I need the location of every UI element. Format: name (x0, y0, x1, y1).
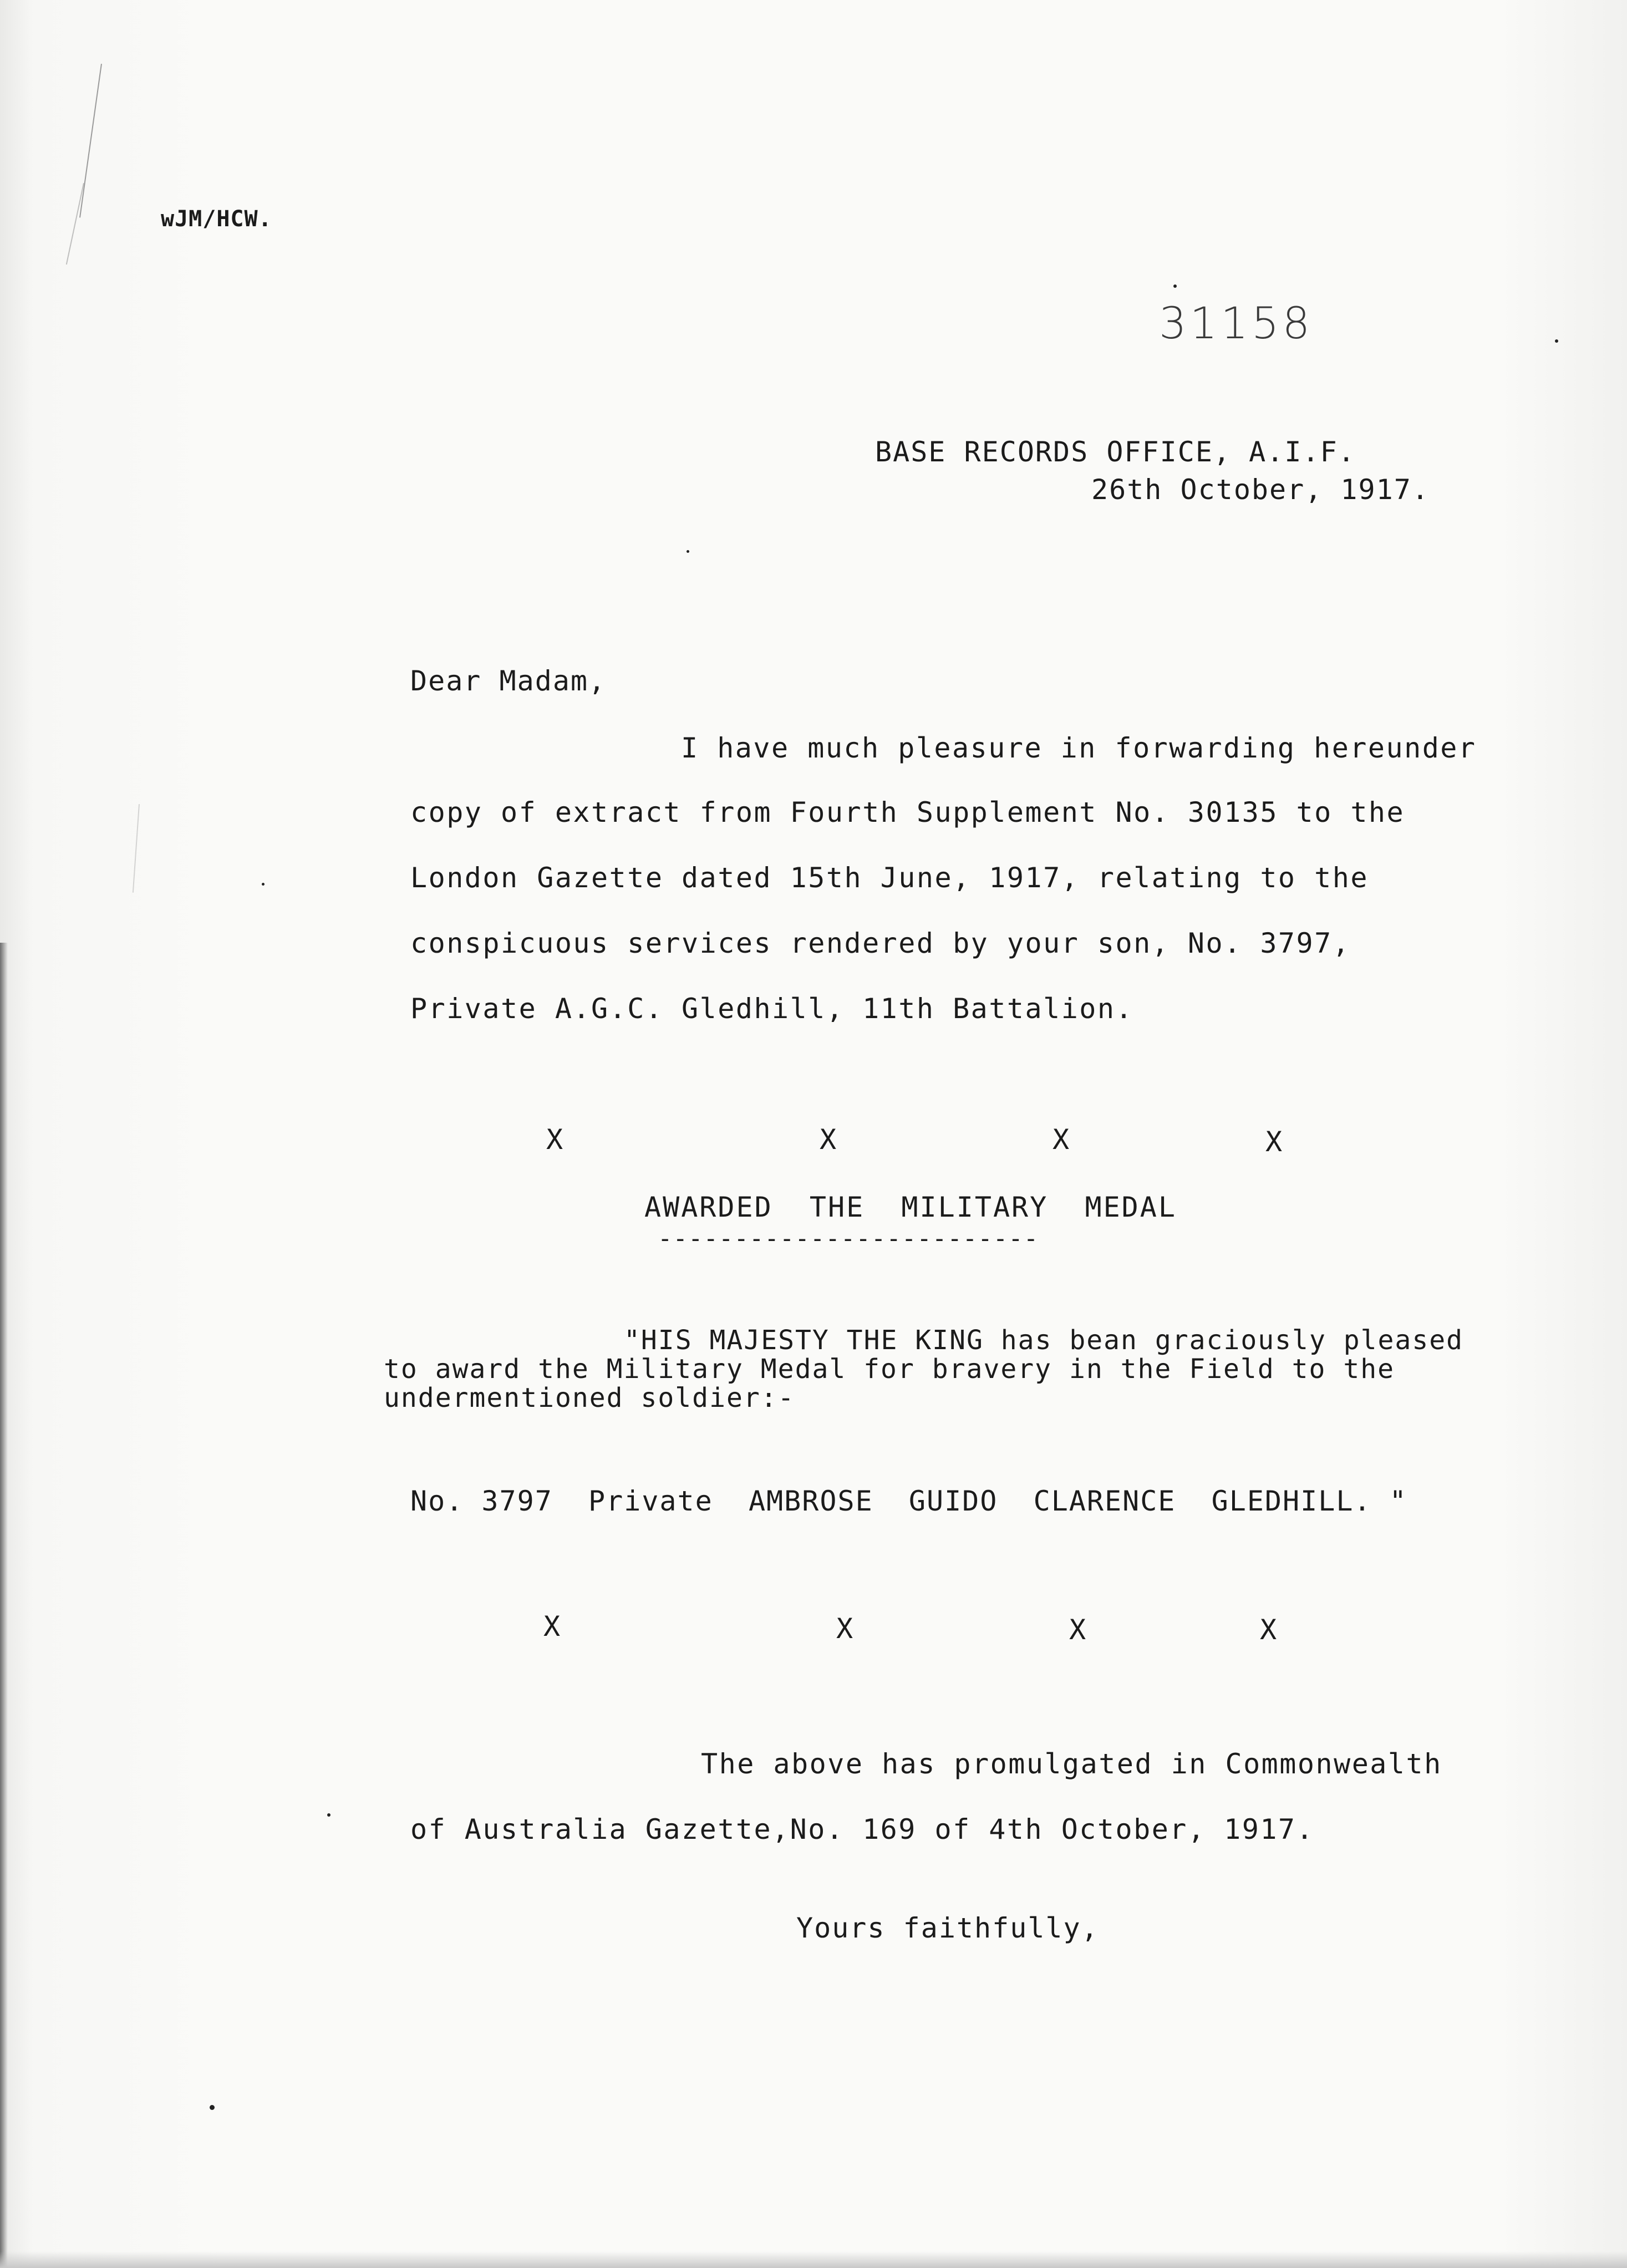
separator-x-mark: X (836, 1613, 855, 1645)
scan-speck (262, 883, 265, 886)
reference-initials: wJM/HCW. (161, 206, 272, 232)
file-number-stamp: 31158 (1159, 299, 1314, 349)
page-bottom-shadow (0, 2251, 1627, 2268)
separator-x-mark: X (1260, 1614, 1278, 1646)
citation-line: "HIS MAJESTY THE KING has bean graciously pleased (624, 1325, 1464, 1356)
separator-x-mark: X (820, 1123, 838, 1156)
separator-x-mark: X (543, 1610, 562, 1642)
paragraph1-line: conspicuous services rendered by your son, No. 3797, (410, 927, 1351, 959)
paragraph2-line: of Australia Gazette,No. 169 of 4th October, 1917. (410, 1813, 1315, 1845)
soldier-name-line: No. 3797 Private AMBROSE GUIDO CLARENCE GLEDHILL. " (410, 1485, 1407, 1517)
letterhead-office: BASE RECORDS OFFICE, A.I.F. (875, 436, 1356, 468)
heading-underline: ------------------------- (658, 1224, 1039, 1253)
scan-speck (1555, 339, 1558, 343)
page-edge-shadow (0, 943, 8, 2268)
citation-line: to award the Military Medal for bravery in the Field to the (384, 1354, 1395, 1385)
salutation: Dear Madam, (410, 665, 607, 697)
separator-x-mark: X (1053, 1123, 1071, 1156)
scan-speck (687, 550, 689, 553)
paragraph1-line: copy of extract from Fourth Supplement No. 30135 to the (410, 796, 1405, 828)
paragraph1-line: London Gazette dated 15th June, 1917, relating to the (410, 862, 1369, 894)
paragraph1-line: I have much pleasure in forwarding hereunder (681, 732, 1477, 764)
separator-x-mark: X (546, 1123, 565, 1156)
paragraph2-line: The above has promulgated in Commonwealth (701, 1748, 1442, 1780)
paragraph1-line: Private A.G.C. Gledhill, 11th Battalion. (410, 993, 1134, 1025)
letter-date: 26th October, 1917. (1091, 474, 1430, 506)
separator-x-mark: X (1265, 1126, 1284, 1158)
scan-speck (327, 1813, 331, 1817)
separator-x-mark: X (1069, 1614, 1087, 1646)
award-heading: AWARDED THE MILITARY MEDAL (644, 1191, 1177, 1223)
scan-speck (210, 2105, 215, 2110)
closing: Yours faithfully, (796, 1912, 1099, 1944)
scan-speck (1173, 284, 1177, 288)
citation-line: undermentioned soldier:- (384, 1382, 795, 1413)
